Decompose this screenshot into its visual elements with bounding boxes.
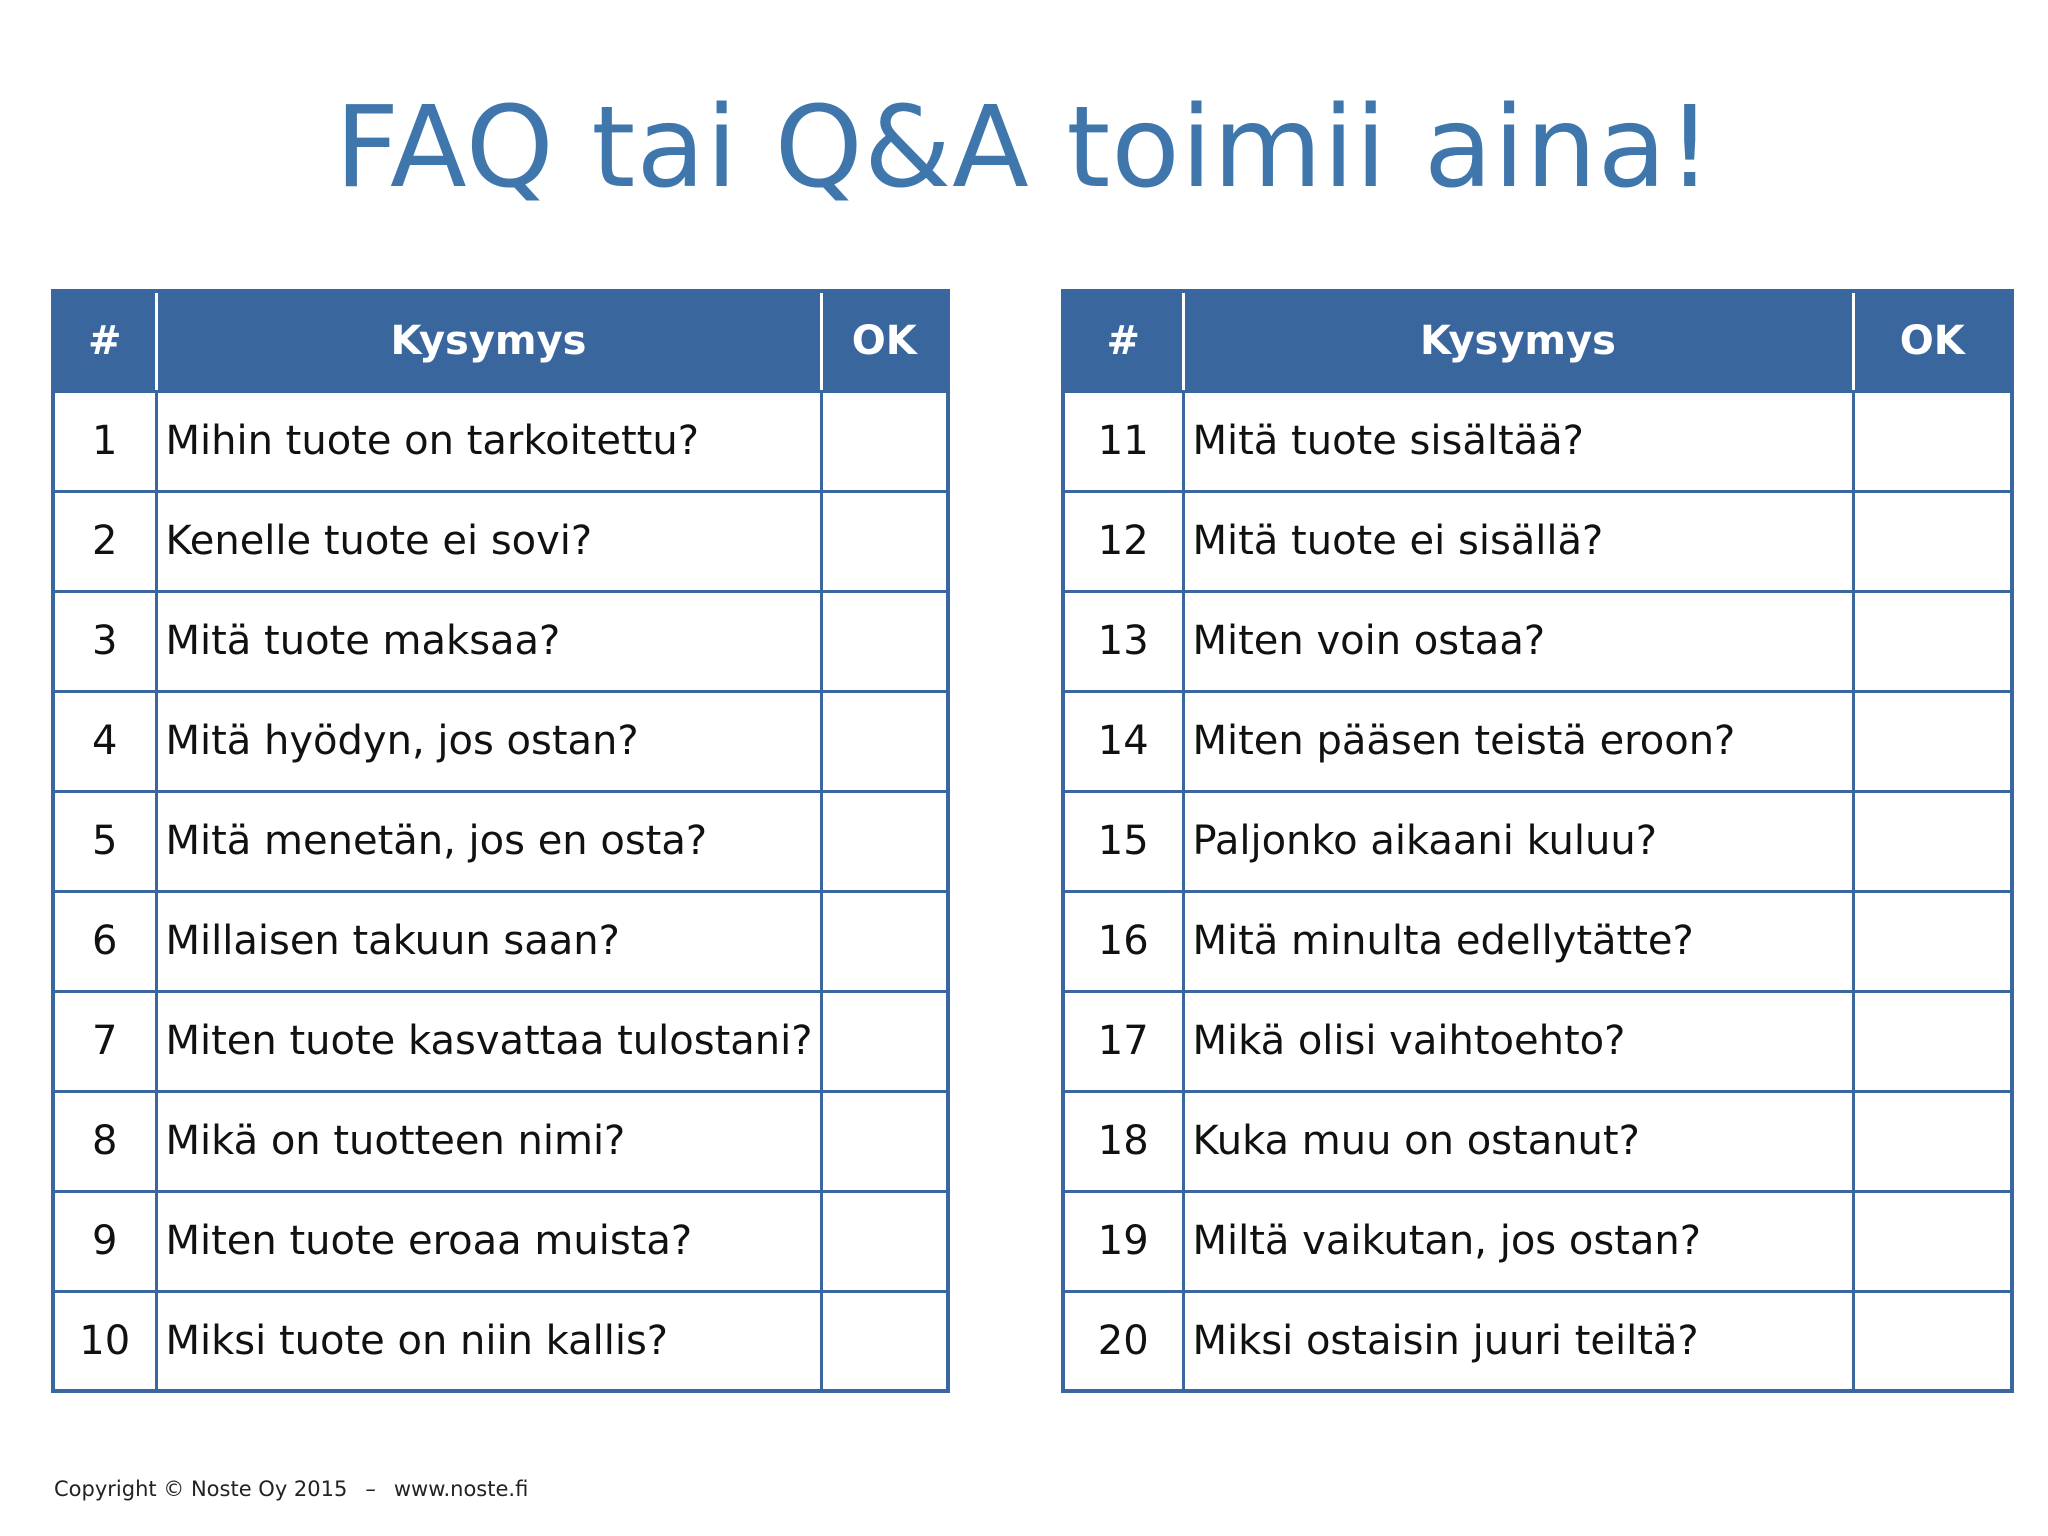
row-question: Kenelle tuote ei sovi? — [156, 491, 821, 591]
ok-checkbox-cell[interactable] — [1853, 691, 2012, 791]
column-header-number: # — [53, 291, 156, 391]
footer — [54, 1477, 528, 1501]
ok-checkbox-cell[interactable] — [821, 391, 948, 491]
row-question: Miksi tuote on niin kallis? — [156, 1291, 821, 1391]
row-number: 19 — [1063, 1191, 1183, 1291]
row-question: Mitä tuote maksaa? — [156, 591, 821, 691]
faq-table-right — [1061, 289, 2014, 1393]
row-question: Paljonko aikaani kuluu? — [1183, 791, 1853, 891]
footer-separator: – — [365, 1477, 376, 1501]
row-number: 10 — [53, 1291, 156, 1391]
row-number: 14 — [1063, 691, 1183, 791]
table-header-row — [1063, 291, 2012, 391]
row-number: 8 — [53, 1091, 156, 1191]
faq-table-left — [51, 289, 950, 1393]
row-question: Mitä menetän, jos en osta? — [156, 791, 821, 891]
row-number: 1 — [53, 391, 156, 491]
row-question: Miten tuote eroaa muista? — [156, 1191, 821, 1291]
row-question: Millaisen takuun saan? — [156, 891, 821, 991]
table-row — [53, 391, 948, 491]
table-row — [1063, 991, 2012, 1091]
ok-checkbox-cell[interactable] — [1853, 991, 2012, 1091]
row-number: 16 — [1063, 891, 1183, 991]
row-number: 20 — [1063, 1291, 1183, 1391]
table-row — [1063, 791, 2012, 891]
table-row — [53, 1091, 948, 1191]
copyright-text: Copyright © Noste Oy 2015 — [54, 1477, 348, 1501]
row-question: Mikä olisi vaihtoehto? — [1183, 991, 1853, 1091]
page-title: FAQ tai Q&A toimii aina! — [334, 83, 1714, 213]
row-number: 17 — [1063, 991, 1183, 1091]
row-number: 3 — [53, 591, 156, 691]
column-header-ok: OK — [1853, 291, 2012, 391]
ok-checkbox-cell[interactable] — [1853, 491, 2012, 591]
table-row — [1063, 1191, 2012, 1291]
row-number: 12 — [1063, 491, 1183, 591]
table-row — [1063, 891, 2012, 991]
ok-checkbox-cell[interactable] — [821, 591, 948, 691]
row-number: 5 — [53, 791, 156, 891]
ok-checkbox-cell[interactable] — [821, 1191, 948, 1291]
table-row — [53, 691, 948, 791]
row-number: 4 — [53, 691, 156, 791]
ok-checkbox-cell[interactable] — [1853, 791, 2012, 891]
row-question: Miltä vaikutan, jos ostan? — [1183, 1191, 1853, 1291]
row-question: Kuka muu on ostanut? — [1183, 1091, 1853, 1191]
table-row — [53, 891, 948, 991]
ok-checkbox-cell[interactable] — [1853, 1291, 2012, 1391]
column-header-question: Kysymys — [156, 291, 821, 391]
ok-checkbox-cell[interactable] — [821, 1091, 948, 1191]
column-header-number: # — [1063, 291, 1183, 391]
table-row — [1063, 491, 2012, 591]
row-question: Mitä hyödyn, jos ostan? — [156, 691, 821, 791]
ok-checkbox-cell[interactable] — [1853, 591, 2012, 691]
table-row — [53, 591, 948, 691]
table-row — [1063, 691, 2012, 791]
table-row — [53, 1291, 948, 1391]
ok-checkbox-cell[interactable] — [821, 791, 948, 891]
row-question: Miksi ostaisin juuri teiltä? — [1183, 1291, 1853, 1391]
ok-checkbox-cell[interactable] — [821, 691, 948, 791]
ok-checkbox-cell[interactable] — [821, 991, 948, 1091]
row-number: 6 — [53, 891, 156, 991]
row-number: 7 — [53, 991, 156, 1091]
row-question: Miten tuote kasvattaa tulostani? — [156, 991, 821, 1091]
table-row — [1063, 591, 2012, 691]
row-question: Mihin tuote on tarkoitettu? — [156, 391, 821, 491]
column-header-question: Kysymys — [1183, 291, 1853, 391]
row-number: 11 — [1063, 391, 1183, 491]
row-number: 15 — [1063, 791, 1183, 891]
row-number: 9 — [53, 1191, 156, 1291]
row-question: Mitä minulta edellytätte? — [1183, 891, 1853, 991]
table-row — [1063, 1291, 2012, 1391]
table-row — [1063, 391, 2012, 491]
table-row — [53, 791, 948, 891]
ok-checkbox-cell[interactable] — [821, 1291, 948, 1391]
ok-checkbox-cell[interactable] — [1853, 391, 2012, 491]
column-header-ok: OK — [821, 291, 948, 391]
table-header-row — [53, 291, 948, 391]
table-row — [1063, 1091, 2012, 1191]
row-question: Mikä on tuotteen nimi? — [156, 1091, 821, 1191]
row-question: Mitä tuote sisältää? — [1183, 391, 1853, 491]
ok-checkbox-cell[interactable] — [821, 891, 948, 991]
table-row — [53, 991, 948, 1091]
row-number: 2 — [53, 491, 156, 591]
ok-checkbox-cell[interactable] — [1853, 891, 2012, 991]
row-question: Miten pääsen teistä eroon? — [1183, 691, 1853, 791]
website-link[interactable]: www.noste.fi — [393, 1477, 529, 1501]
table-row — [53, 491, 948, 591]
row-question: Mitä tuote ei sisällä? — [1183, 491, 1853, 591]
row-number: 18 — [1063, 1091, 1183, 1191]
row-question: Miten voin ostaa? — [1183, 591, 1853, 691]
table-row — [53, 1191, 948, 1291]
ok-checkbox-cell[interactable] — [1853, 1191, 2012, 1291]
ok-checkbox-cell[interactable] — [821, 491, 948, 591]
row-number: 13 — [1063, 591, 1183, 691]
ok-checkbox-cell[interactable] — [1853, 1091, 2012, 1191]
